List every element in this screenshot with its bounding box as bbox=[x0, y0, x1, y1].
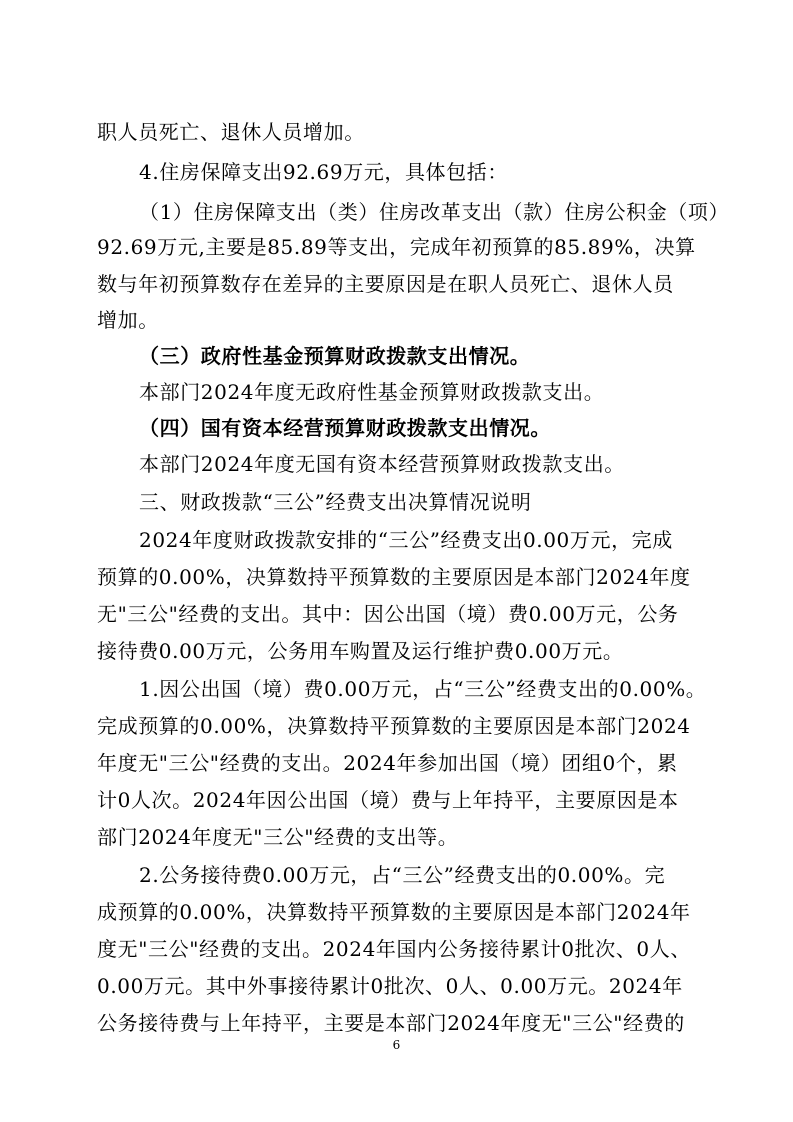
body-line: 2024年度财政拨款安排的“三公”经费支出0.00万元，完成 bbox=[139, 528, 673, 552]
body-line: 年度无"三公"经费的支出。2024年参加出国（境）团组0个，累 bbox=[97, 751, 678, 775]
body-line: （1）住房保障支出（类）住房改革支出（款）住房公积金（项） bbox=[139, 200, 730, 224]
body-line: 92.69万元,主要是85.89等支出，完成年初预算的85.89%，决算 bbox=[97, 235, 696, 259]
body-line: 成预算的0.00%，决算数持平预算数的主要原因是本部门2024年 bbox=[97, 900, 691, 924]
body-line: 本部门2024年度无政府性基金预算财政拨款支出。 bbox=[139, 380, 605, 404]
body-line: 2.公务接待费0.00万元，占“三公”经费支出的0.00%。完 bbox=[139, 863, 666, 887]
body-line: 度无"三公"经费的支出。2024年国内公务接待累计0批次、0人、 bbox=[97, 937, 691, 961]
body-line: 完成预算的0.00%，决算数持平预算数的主要原因是本部门2024 bbox=[97, 714, 691, 738]
section-heading: 三、财政拨款“三公”经费支出决算情况说明 bbox=[139, 490, 532, 514]
body-line: 本部门2024年度无国有资本经营预算财政拨款支出。 bbox=[139, 452, 625, 476]
body-line: 数与年初预算数存在差异的主要原因是在职人员死亡、退休人员 bbox=[97, 272, 674, 296]
body-line: 部门2024年度无"三公"经费的支出等。 bbox=[97, 825, 459, 849]
body-line: 无"三公"经费的支出。其中：因公出国（境）费0.00万元，公务 bbox=[97, 602, 679, 626]
body-line: 增加。 bbox=[97, 308, 159, 332]
body-line: 计0人次。2024年因公出国（境）费与上年持平，主要原因是本 bbox=[97, 788, 679, 812]
section-heading: （四）国有资本经营预算财政拨款支出情况。 bbox=[139, 416, 551, 440]
page-number: 6 bbox=[392, 1038, 401, 1052]
body-line: 接待费0.00万元，公务用车购置及运行维护费0.00万元。 bbox=[97, 639, 624, 663]
section-heading: （三）政府性基金预算财政拨款支出情况。 bbox=[139, 344, 531, 368]
body-line: 职人员死亡、退休人员增加。 bbox=[97, 120, 365, 144]
body-line: 公务接待费与上年持平，主要是本部门2024年度无"三公"经费的 bbox=[97, 1011, 685, 1035]
body-line: 0.00万元。其中外事接待累计0批次、0人、0.00万元。2024年 bbox=[97, 974, 683, 998]
body-line: 预算的0.00%，决算数持平预算数的主要原因是本部门2024年度 bbox=[97, 565, 691, 589]
body-line: 1.因公出国（境）费0.00万元，占“三公”经费支出的0.00%。 bbox=[139, 677, 707, 701]
body-line: 4.住房保障支出92.69万元，具体包括： bbox=[139, 160, 508, 184]
